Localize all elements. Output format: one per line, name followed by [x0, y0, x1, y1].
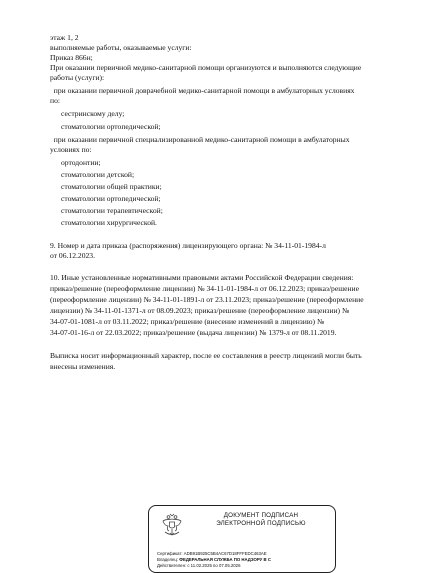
- document-line: 10. Иные установленные нормативными правовыми актами Российской Федерации сведения:: [50, 273, 354, 282]
- russian-coat-of-arms-emblem-icon: [161, 512, 183, 538]
- document-line: стоматологии детской;: [61, 170, 135, 179]
- document-line: стоматологии хирургической.: [61, 218, 157, 227]
- stamp-title-line: ДОКУМЕНТ ПОДПИСАН: [223, 512, 299, 519]
- document-line: по:: [50, 96, 60, 105]
- owner-label: Владелец:: [157, 557, 179, 562]
- document-line: при оказании первичной доврачебной медико-санитарной помощи в амбулаторных условиях: [50, 86, 355, 95]
- document-line: стоматологии общей практики;: [61, 182, 162, 191]
- certificate-value: ADB91B925C5B4AC67D18FFFEDC463AE: [183, 551, 267, 556]
- document-line: При оказании первичной медико-санитарной помощи организуются и выполняются следующие: [50, 63, 362, 72]
- document-line: стоматологии ортопедической;: [61, 122, 161, 131]
- certificate-label: Сертификат:: [157, 551, 183, 556]
- owner-value: ФЕДЕРАЛЬНАЯ СЛУЖБА ПО НАДЗОРУ В С: [179, 557, 271, 562]
- document-line: 9. Номер и дата приказа (распоряжения) лицензирующего органа: № 34-11-01-1984-л: [50, 241, 326, 250]
- document-line: приказ/решение (переоформление лицензии) № 34-11-01-1984-л от 06.12.2023; приказ/решение: [50, 284, 359, 293]
- document-line: от 06.12.2023.: [50, 251, 95, 260]
- document-line: лицензии) № 34-11-01-1371-л от 08.09.2023; приказ/решение (переоформление лицензии) №: [50, 306, 350, 315]
- document-line: при оказании первичной специализированной медико-санитарной помощи в амбулаторных: [50, 135, 350, 144]
- document-line: ортодонтии;: [61, 158, 101, 167]
- document-line: (переоформление лицензии) № 34-11-01-1891-л от 23.11.2023; приказ/решение (переоформление: [50, 295, 364, 304]
- document-line: 34-07-01-1081-л от 03.11.2022; приказ/решение (внесение изменений в лицензию) №: [50, 317, 325, 326]
- document-line: Выписка носит информационный характер, после ее составления в реестр лицензий могли быть: [50, 351, 362, 360]
- stamp-validity-row: Действителен: с 11.02.2025 по 07.05.2026: [157, 563, 241, 568]
- document-line: внесены изменения.: [50, 362, 116, 371]
- document-line: работы (услуги):: [50, 73, 105, 82]
- document-line: сестринскому делу;: [61, 109, 125, 118]
- document-line: этаж 1, 2: [50, 33, 79, 42]
- electronic-signature-stamp: [148, 505, 336, 573]
- document-line: 34-07-01-16-л от 22.03.2022; приказ/решение (выдача лицензии) № 1379-л от 08.11.2019.: [50, 328, 337, 337]
- document-line: стоматологии ортопедической;: [61, 194, 161, 203]
- document-line: условиях по:: [50, 145, 92, 154]
- stamp-title-line: ЭЛЕКТРОННОЙ ПОДПИСЬЮ: [216, 520, 306, 527]
- document-line: выполняемые работы, оказываемые услуги:: [50, 43, 192, 52]
- document-line: стоматологии терапевтической;: [61, 206, 163, 215]
- document-line: Приказ 866н;: [50, 53, 93, 62]
